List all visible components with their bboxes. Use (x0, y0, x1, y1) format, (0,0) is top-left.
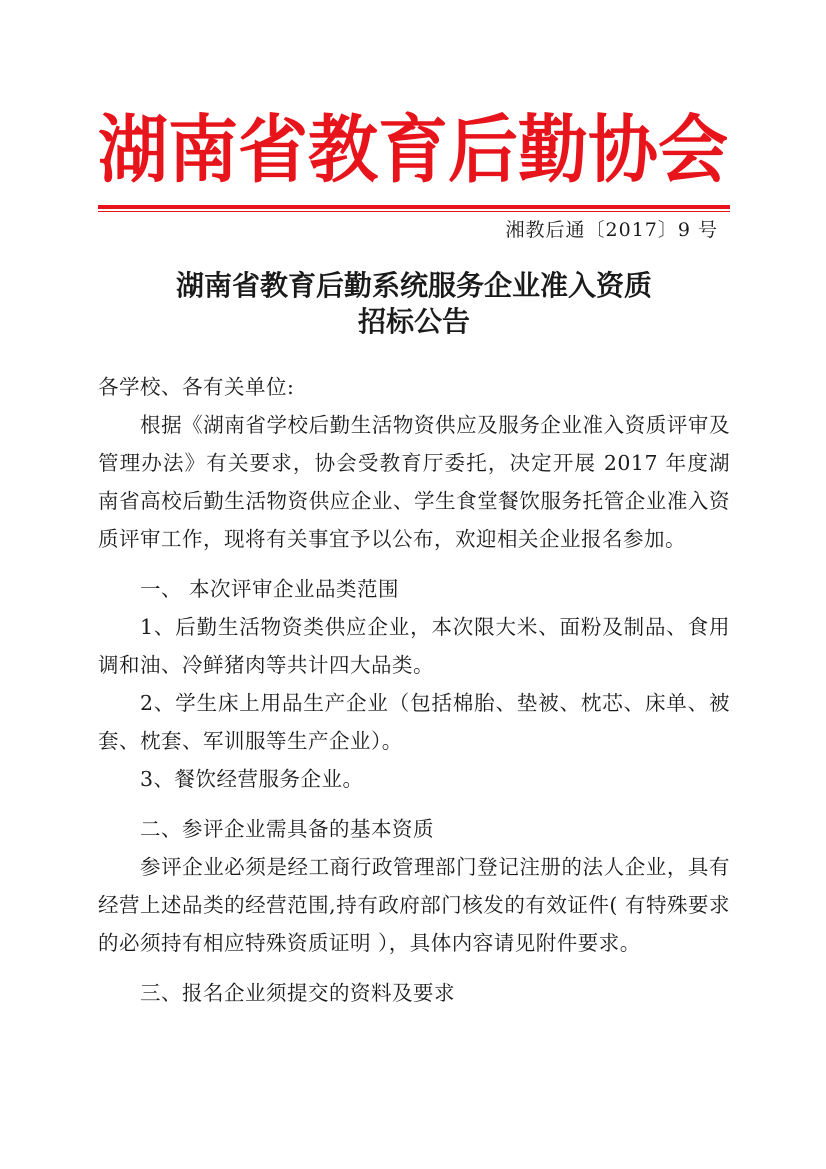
header-red-rule-thin (98, 211, 730, 212)
header-red-rule-thick (98, 205, 730, 209)
section2-heading: 二、参评企业需具备的基本资质 (140, 817, 434, 841)
section2-paragraph: 参评企业必须是经工商行政管理部门登记注册的法人企业，具有经营上述品类的经营范围,持有政府部门核发的有效证件( 有特殊要求的必须持有相应特殊资质证明 ），具体内容请见附件要求。 (98, 855, 730, 955)
section1-heading: 一、 本次评审企业品类范围 (140, 577, 400, 601)
section3-heading: 三、报名企业须提交的资料及要求 (140, 981, 455, 1005)
section1-item2: 2、学生床上用品生产企业（包括棉胎、垫被、枕芯、床单、被套、枕套、军训服等生产企业）。 (98, 691, 730, 753)
document-title-line2: 招标公告 (357, 305, 470, 338)
header-org-name: 湖南省教育后勤协会 (98, 106, 728, 194)
section1-item1: 1、后勤生活物资类供应企业，本次限大米、面粉及制品、食用调和油、冷鲜猪肉等共计四大品类。 (98, 615, 730, 677)
document-body (98, 368, 730, 1012)
salutation: 各学校、各有关单位: (98, 375, 295, 399)
document-title (98, 268, 730, 340)
document-number: 湘教后通〔2017〕9 号 (505, 219, 718, 241)
document-title-line1: 湖南省教育后勤系统服务企业准入资质 (175, 269, 652, 302)
intro-paragraph: 根据《湖南省学校后勤生活物资供应及服务企业准入资质评审及管理办法》有关要求，协会受教育厅委托，决定开展 2017 年度湖南省高校后勤生活物资供应企业、学生食堂餐饮服务托管企业准入资质评审工作，现将有关事宜予以公布，欢迎相关企业报名参加。 (98, 413, 730, 551)
section1-item3: 3、餐饮经营服务企业。 (140, 767, 364, 791)
